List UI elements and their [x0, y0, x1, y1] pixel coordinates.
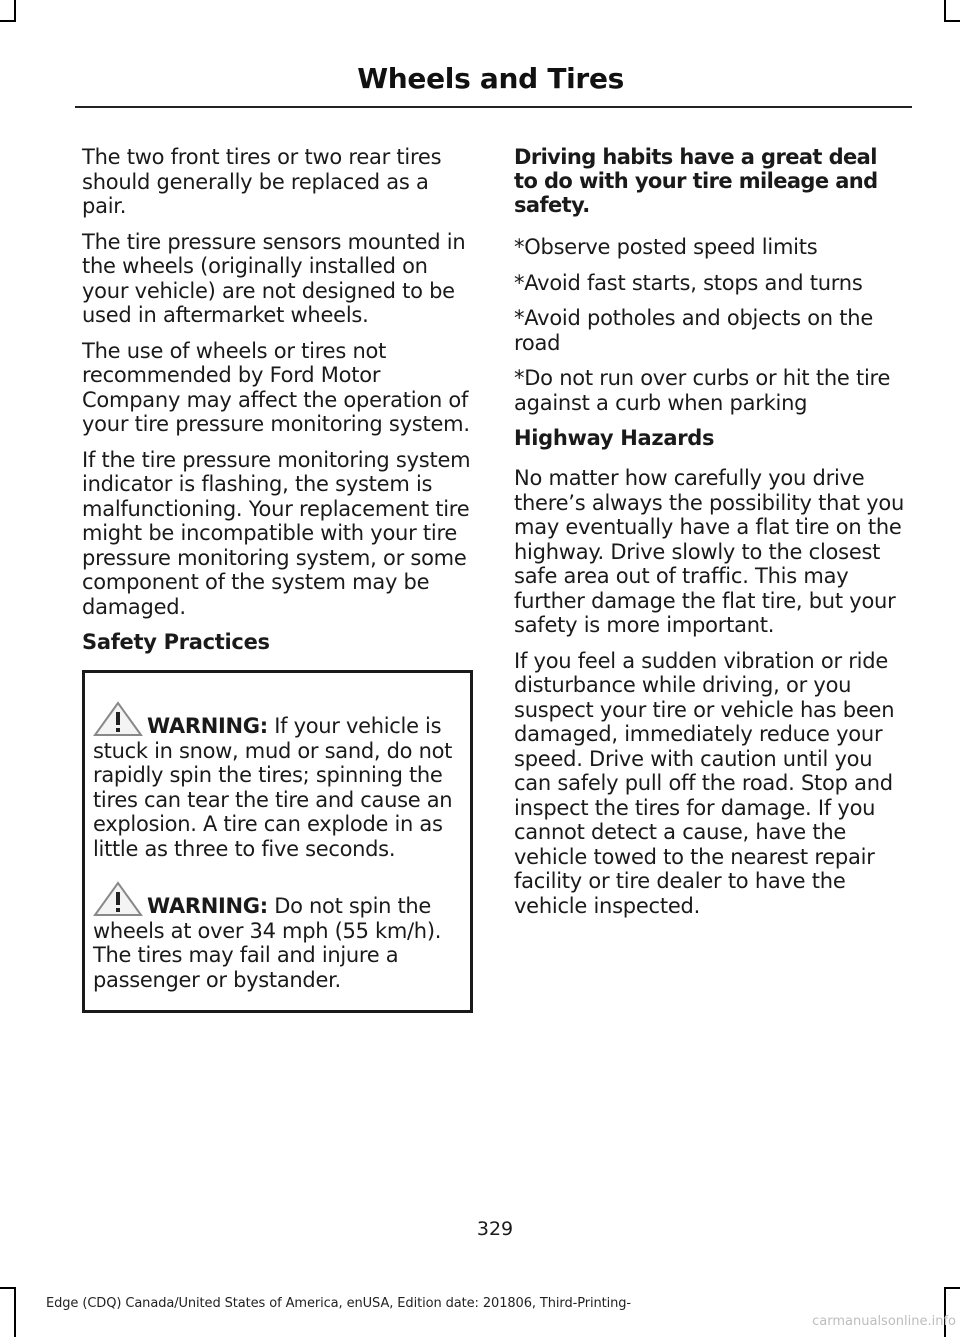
crop-mark	[944, 1287, 946, 1337]
tip-item: *Avoid fast starts, stops and turns	[514, 270, 863, 295]
crop-mark	[944, 1287, 960, 1289]
footer-edition: Edge (CDQ) Canada/United States of America, enUSA, Edition date: 201806, Third-Printing-	[46, 1296, 631, 1311]
warning-item	[93, 881, 462, 992]
paragraph: If you feel a sudden vibration or ride disturbance while driving, or you suspect your tire or vehicle has been damaged, immediately reduce your speed. Drive with caution until you can safely pull off the road. Stop and inspect the tires for damage. If you cannot detect a cause, have the vehicle towed to the nearest repair facility or tire dealer to have the vehicle inspected.	[514, 648, 895, 918]
paragraph: The tire pressure sensors mounted in the wheels (originally installed on your vehicle) are not designed to be used in aftermarket wheels.	[82, 229, 466, 327]
tip-item: *Observe posted speed limits	[514, 235, 818, 259]
header-divider	[75, 106, 912, 108]
watermark: carmanualsonline.info	[812, 1314, 956, 1329]
paragraph: The two front tires or two rear tires should generally be replaced as a pair.	[82, 145, 442, 218]
lead-heading: Driving habits have a great deal to do with your tire mileage and safety.	[514, 145, 878, 217]
warning-triangle-icon	[93, 701, 143, 737]
crop-mark	[14, 1287, 16, 1337]
paragraph: No matter how carefully you drive there’s always the possibility that you may eventually have a flat tire on the highway. Drive slowly to the closest safe area out of traffic. This may further damage the flat tire, but your safety is more important.	[514, 466, 904, 637]
page-title: Wheels and Tires	[357, 62, 624, 95]
crop-mark	[944, 0, 946, 22]
warning-item	[93, 701, 462, 861]
warning-label: WARNING:	[147, 894, 268, 918]
warning-text: Do not spin the wheels at over 34 mph (55 km/h). The tires may fail and injure a passenger or bystander.	[93, 894, 442, 992]
crop-mark	[14, 0, 16, 22]
warning-label: WARNING:	[147, 714, 268, 738]
right-column	[514, 145, 906, 929]
paragraph: If the tire pressure monitoring system indicator is flashing, the system is malfunctioning. Your replacement tire might be incompatible with your tire pressure monitoring system, or some component of the system may be damaged.	[82, 447, 471, 619]
warning-box	[82, 670, 473, 1013]
crop-mark	[0, 20, 16, 22]
section-heading-highway-hazards: Highway Hazards	[514, 426, 715, 450]
warning-text: If your vehicle is stuck in snow, mud or sand, do not rapidly spin the tires; spinning the tires can tear the tire and cause an explosion. A tire can explode in as little as three to five seconds.	[93, 714, 453, 861]
paragraph: The use of wheels or tires not recommended by Ford Motor Company may affect the operation of your tire pressure monitoring system.	[82, 338, 470, 436]
warning-triangle-icon	[93, 881, 143, 917]
page-number: 329	[476, 1218, 514, 1240]
crop-mark	[944, 20, 960, 22]
left-column	[82, 145, 474, 1013]
tip-item: *Avoid potholes and objects on the road	[514, 306, 873, 355]
section-heading-safety: Safety Practices	[82, 630, 270, 654]
tip-item: *Do not run over curbs or hit the tire against a curb when parking	[514, 366, 891, 415]
crop-mark	[0, 1287, 16, 1289]
